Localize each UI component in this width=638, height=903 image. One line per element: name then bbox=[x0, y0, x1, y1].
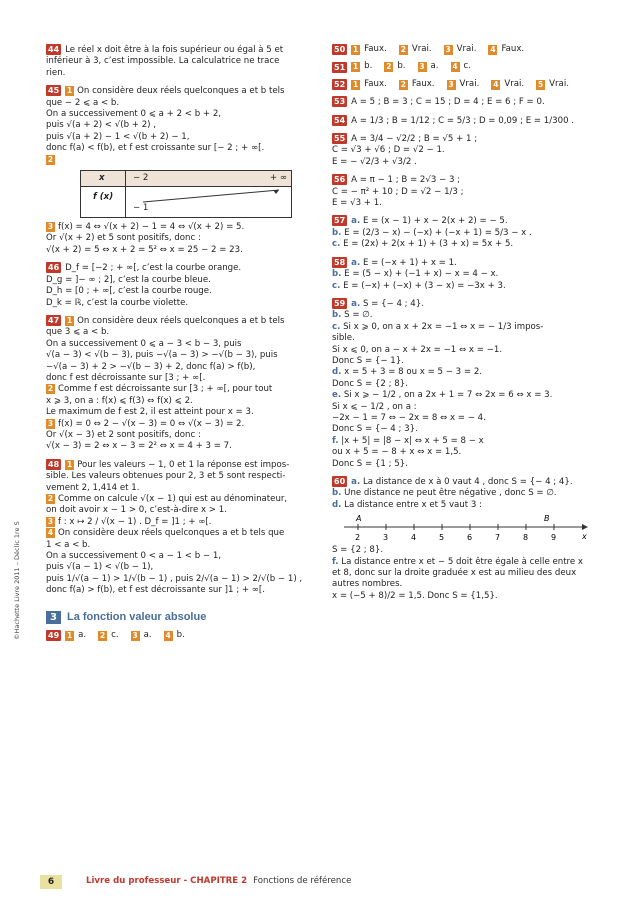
answer-item: 2 Faux. bbox=[400, 78, 435, 89]
answer-item: 4 Vrai. bbox=[493, 78, 525, 89]
exercise-50 bbox=[332, 44, 604, 55]
answer-item: 4 b. bbox=[165, 630, 185, 641]
tick-label: 8 bbox=[523, 533, 529, 543]
answer-item: 1 Faux. bbox=[353, 78, 387, 89]
exercise-55: 55 A = 3/4 − √2/2 ; B = √5 + 1 ; C = √3 + √6 ; D = √2 − 1. E = − √2/3 + √3/2 . bbox=[332, 134, 478, 167]
tick-label: 3 bbox=[383, 533, 389, 543]
answer-item: 3 a. bbox=[132, 630, 152, 641]
exercise-60: 60 a. La distance de x à 0 vaut 4 , donc S = {− 4 ; 4}. b. Une distance ne peut être négative , donc S = ∅. d. La distance entre x et 5 vaut 3 : A B x 2 3 4 5 6 7 8 9 S = {2 ; 8}. f. La distance entre x et − 5 doit être égale à celle entre x et 8, donc sur la droite graduée x est au milieu des deux autres nombres. x = (−5 + 8)/2 = 1,5. Donc S = {1,5}. bbox=[332, 476, 604, 602]
exercise-51 bbox=[332, 61, 604, 72]
answer-item: 3 Vrai. bbox=[448, 78, 480, 89]
exercise-number: 59 bbox=[334, 298, 346, 308]
exercise-56: 56 A = π − 1 ; B = 2√3 − 3 ; C = − π² + 10 ; D = √2 − 1/3 ; E = √3 + 1. bbox=[332, 175, 464, 209]
answer-item: 1 a. bbox=[67, 630, 87, 641]
section-number: 3 bbox=[46, 611, 61, 624]
exercise-number: 47 bbox=[48, 315, 60, 325]
point-label-b: B bbox=[544, 514, 550, 524]
number-line bbox=[344, 513, 594, 543]
question-number: 4 bbox=[47, 528, 54, 538]
question-number: 3 bbox=[47, 516, 54, 526]
right-column bbox=[332, 44, 604, 608]
variation-table: x f (x) − 2 + ∞ − 1 bbox=[80, 170, 292, 218]
exercise-47: 47 1 On considère deux réels quelconques a et b tels que 3 ⩽ a < b. On a successivement 0 ⩽ a − 3 < b − 3, puis √(a − 3) < √(b − 3), puis −√(a − 3) > −√(b − 3), puis −√(a − 3) + 2 > −√(b − 3) + 2, donc f(a) > f(b), donc f est décroissante sur [3 ; + ∞[. 2 Comme f est décroissante sur [3 ; + ∞[, pour tout x ⩾ 3, on a : f(x) ⩽ f(3) ⇔ f(x) ⩽ 2. Le maximum de f est 2, il est atteint pour x = 3. 3 f(x) = 0 ⇔ 2 − √(x − 3) = 0 ⇔ √(x − 3) = 2. Or √(x − 3) et 2 sont positifs, donc : √(x − 3) = 2 ⇔ x − 3 = 2² ⇔ x = 4 + 3 = 7. bbox=[46, 315, 285, 452]
answer-item: 5 Vrai. bbox=[538, 78, 569, 89]
exercise-52 bbox=[332, 79, 604, 90]
copyright-sidebar: ©Hachette Livre 2011 – Déclic 1re S bbox=[13, 521, 21, 640]
table-divider bbox=[125, 171, 126, 217]
question-number: 3 bbox=[47, 222, 54, 232]
exercise-48: 48 1 Pour les valeurs − 1, 0 et 1 la réponse est impos- sible. Les valeurs obtenues pour 2, 3 et 5 sont respecti- vement 2, 1,414 et 1. 2 Comme on calcule √(x − 1) qui est au dénominateur, on doit avoir x − 1 > 0, c’est-à-dire x > 1. 3 f : x ↦ 2 / √(x − 1) . D_f = ]1 ; + ∞[. 4 On considère deux réels quelconques a et b tels que 1 < a < b. On a successivement 0 < a − 1 < b − 1, puis √(a − 1) < √(b − 1), puis 1/√(a − 1) > 1/√(b − 1) , puis 2/√(a − 1) > 2/√(b − 1) , donc f(a) > f(b), et f est décroissante sur ]1 ; + ∞[. bbox=[46, 459, 303, 596]
answer-item: 3 Vrai. bbox=[445, 44, 477, 54]
exercise-number: 44 bbox=[48, 45, 60, 54]
answer-item: 2 Vrai. bbox=[400, 44, 432, 54]
exercise-58: 58 a. E = (−x + 1) + x = 1. b. E = (5 − x) + (−1 + x) − x = 4 − x. c. E = (−x) + (−x) + (3 − x) = −3x + 3. bbox=[332, 257, 506, 291]
exercise-46: 46 D_f = [−2 ; + ∞[, c’est la courbe orange. D_g = ]− ∞ ; 2], c’est la courbe bleue. D_h = [0 ; + ∞[, c’est la courbe rouge. D_k = ℝ, c’est la courbe violette. bbox=[46, 263, 242, 308]
axis-label: x bbox=[582, 532, 587, 542]
tick-label: 5 bbox=[439, 533, 445, 543]
page-number: 6 bbox=[40, 875, 62, 889]
answer-item: 4 Faux. bbox=[490, 44, 525, 54]
axis-arrow bbox=[582, 524, 588, 530]
answer-item: 3 a. bbox=[419, 61, 439, 72]
exercise-number: 57 bbox=[334, 216, 346, 226]
exercise-number: 50 bbox=[334, 45, 346, 55]
question-number: 1 bbox=[67, 315, 73, 325]
section-title: La fonction valeur absolue bbox=[66, 610, 207, 623]
exercise-53: 53 A = 5 ; B = 3 ; C = 15 ; D = 4 ; E = 6 ; F = 0. bbox=[334, 97, 545, 108]
exercise-number: 49 bbox=[48, 631, 60, 641]
increasing-arrow bbox=[143, 188, 283, 204]
exercise-number: 52 bbox=[334, 80, 346, 90]
section-heading bbox=[46, 611, 310, 624]
page-footer bbox=[40, 874, 600, 890]
question-number: 3 bbox=[47, 418, 54, 428]
exercise-number: 53 bbox=[334, 97, 346, 107]
answer-item: 2 b. bbox=[386, 61, 406, 72]
footer-subtitle: Fonctions de référence bbox=[253, 876, 352, 887]
question-number: 2 bbox=[47, 494, 54, 503]
exercise-number: 56 bbox=[334, 175, 346, 185]
exercise-54: 54 A = 1/3 ; B = 1/12 ; C = 5/3 ; D = 0,09 ; E = 1/300 . bbox=[334, 115, 575, 126]
answer-item: 2 c. bbox=[100, 630, 119, 641]
tick-label: 4 bbox=[411, 533, 417, 543]
table-header-row bbox=[81, 171, 291, 187]
tick-label: 7 bbox=[495, 533, 501, 543]
tick-label: 6 bbox=[467, 533, 473, 543]
tick-label: 2 bbox=[355, 533, 361, 543]
question-number: 1 bbox=[67, 86, 73, 96]
exercise-number: 51 bbox=[334, 62, 346, 72]
exercise-number: 45 bbox=[48, 86, 60, 96]
exercise-number: 54 bbox=[334, 115, 346, 125]
exercise-number: 48 bbox=[48, 459, 60, 469]
exercise-number: 46 bbox=[48, 263, 60, 273]
answer-item: 4 c. bbox=[452, 61, 471, 72]
exercise-49 bbox=[46, 630, 310, 641]
exercise-number: 60 bbox=[334, 477, 346, 486]
exercise-number: 55 bbox=[334, 134, 346, 144]
answer-item: 1 Faux. bbox=[353, 44, 387, 54]
point-label-a: A bbox=[356, 514, 362, 524]
question-number: 2 bbox=[47, 384, 54, 394]
question-number: 2 bbox=[47, 154, 54, 164]
exercise-number: 58 bbox=[334, 257, 346, 267]
exercise-59: 59 a. S = {− 4 ; 4}. b. S = ∅. c. Si x ⩾ 0, on a x + 2x = −1 ⇔ x = − 1/3 impos- sible. Si x ⩽ 0, on a − x + 2x = −1 ⇔ x = −1. Donc S = {− 1}. d. x = 5 + 3 = 8 ou x = 5 − 3 = 2. Donc S = {2 ; 8}. e. Si x ⩾ − 1/2 , on a 2x + 1 = 7 ⇔ 2x = 6 ⇔ x = 3. Si x ⩽ − 1/2 , on a : −2x − 1 = 7 ⇔ − 2x = 8 ⇔ x = − 4. Donc S = {− 4 ; 3}. f. |x + 5| = |8 − x| ⇔ x + 5 = 8 − x ou x + 5 = − 8 + x ⇔ x = 1,5. Donc S = {1 ; 5}. bbox=[332, 298, 553, 469]
exercise-57: 57 a. E = (x − 1) + x − 2(x + 2) = − 5. b. E = (2/3 − x) − (−x) + (−x + 1) = 5/3 − x . c. E = (2x) + 2(x + 1) + (3 + x) = 5x + 5. bbox=[332, 216, 532, 250]
answer-item: 1 b. bbox=[353, 61, 373, 72]
footer-title: Livre du professeur - CHAPITRE 2 bbox=[86, 876, 248, 887]
question-number: 1 bbox=[67, 459, 73, 469]
tick-label: 9 bbox=[551, 533, 557, 543]
exercise-45: 45 1 On considère deux réels quelconques a et b tels que − 2 ⩽ a < b. On a successivement 0 ⩽ a + 2 < b + 2, puis √(a + 2) < √(b + 2) , puis √(a + 2) − 1 < √(b + 2) − 1, donc f(a) < f(b), et f est croissante sur [− 2 ; + ∞[. 2 x f (x) − 2 + ∞ − 1 3 f(x) = 4 ⇔ √(x + 2) − 1 = 4 ⇔ √(x + 2) = 5. Or √(x + 2) et 5 sont positifs, donc : √(x + 2) = 5 ⇔ x + 2 = 5² ⇔ x = 25 − 2 = 23. bbox=[46, 85, 310, 256]
left-column bbox=[46, 44, 310, 647]
exercise-44: 44 Le réel x doit être à la fois supérieur ou égal à 5 et inférieur à 3, c’est impossible. La calculatrice ne trace rien. bbox=[46, 45, 284, 78]
